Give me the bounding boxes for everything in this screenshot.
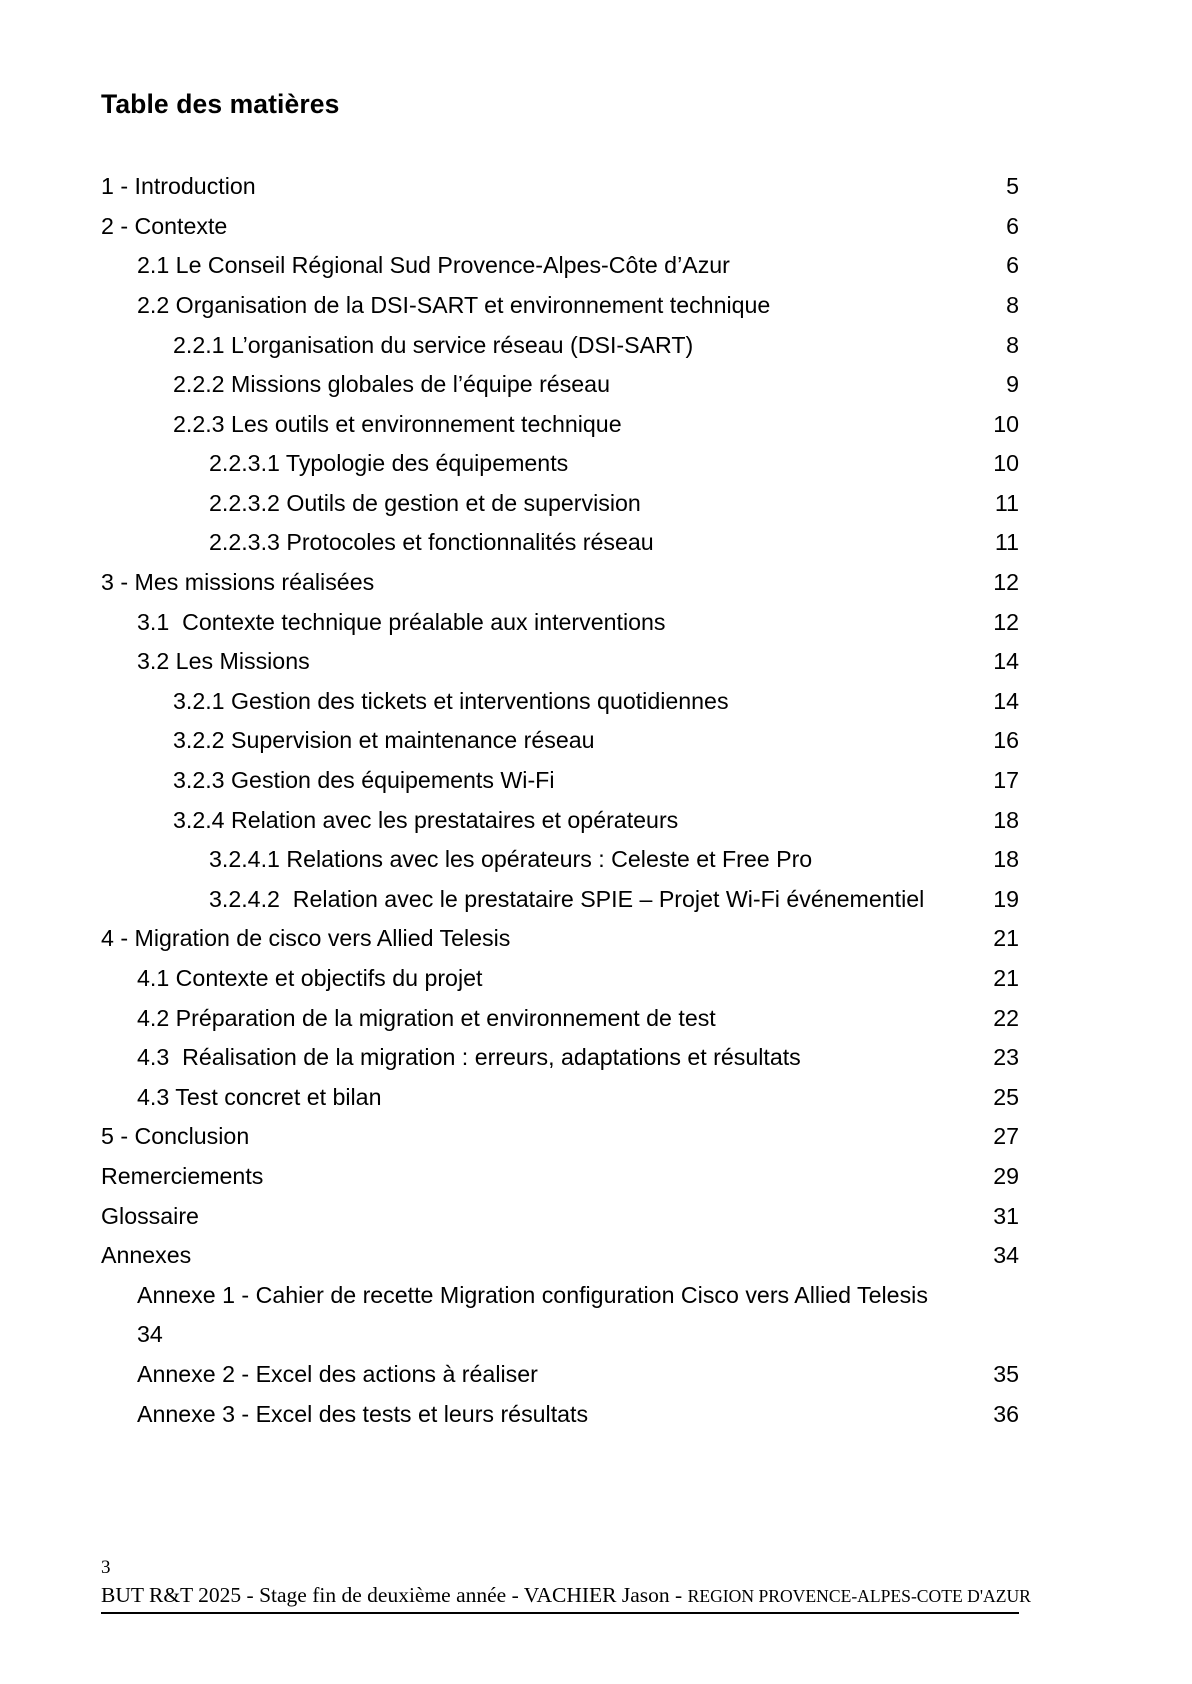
toc-entry-page-number: 6 [1006,212,1019,239]
toc-entry[interactable] [101,682,1019,722]
toc-entry-page-number: 14 [993,687,1019,714]
toc-entry[interactable] [101,405,1019,445]
toc-entry[interactable] [101,721,1019,761]
toc-entry[interactable] [101,523,1019,563]
toc-entry-page-number: 18 [993,806,1019,833]
toc-entry-page-number: 29 [993,1162,1019,1189]
toc-entry-page-number: 17 [993,767,1019,794]
toc-entry-label: 2.1 Le Conseil Régional Sud Provence-Alpes-Côte d’Azur [137,252,730,279]
toc-entry-label: 3.2.1 Gestion des tickets et interventions quotidiennes [173,687,729,714]
toc-entry[interactable] [101,1157,1019,1197]
toc-entry[interactable] [101,1078,1019,1118]
toc-entry-label: Annexe 1 - Cahier de recette Migration configuration Cisco vers Allied Telesis [137,1281,928,1308]
toc-entry-label: 2.2 Organisation de la DSI-SART et environnement technique [137,291,771,318]
toc-entry-label: 3.2.4 Relation avec les prestataires et opérateurs [173,806,679,833]
toc-entry[interactable] [101,1355,1019,1395]
toc-entry-label: Annexe 2 - Excel des actions à réaliser [137,1360,538,1387]
toc-entry-page-number: 11 [994,489,1019,516]
toc-entry-page-number: 8 [1006,331,1019,358]
toc-entry-page-number: 19 [993,885,1019,912]
toc-entry-page-number: 36 [993,1400,1019,1427]
toc-entry-label: Annexe 3 - Excel des tests et leurs résultats [137,1400,589,1427]
toc-entry[interactable] [101,365,1019,405]
toc-entry-label: 2.2.3.1 Typologie des équipements [209,450,569,477]
toc-entry[interactable] [101,1117,1019,1157]
page-title: Table des matières [101,89,340,119]
toc-entry-page-number: 16 [993,727,1019,754]
toc-entry[interactable] [101,840,1019,880]
toc-entry[interactable] [101,959,1019,999]
toc-entry-page-number: 25 [993,1083,1019,1110]
toc-entry-page-number: 21 [993,925,1019,952]
toc-entry-label: 3.2.4.1 Relations avec les opérateurs : Celeste et Free Pro [209,846,813,873]
toc-entry-page-number: 12 [993,569,1019,596]
toc-entry-label: 3.2.3 Gestion des équipements Wi-Fi [173,767,555,794]
toc-entry-label: 2.2.2 Missions globales de l’équipe réseau [173,371,610,398]
toc-entry-page-number: 27 [993,1123,1019,1150]
toc-entry-label: Glossaire [101,1202,199,1229]
toc-entry-label: 4 - Migration de cisco vers Allied Telesis [101,925,511,952]
toc-entry-page-number: 10 [993,410,1019,437]
footer-main-text: BUT R&T 2025 - Stage fin de deuxième année - VACHIER Jason - [101,1583,688,1607]
toc-entry-page-number: 22 [993,1004,1019,1031]
toc-entry[interactable] [101,286,1019,326]
toc-entry-page-number: 34 [137,1321,163,1348]
toc-entry-page-number: 23 [993,1044,1019,1071]
toc-entry[interactable] [101,1395,1019,1435]
toc-entry-page-number: 5 [1006,173,1019,200]
toc-entry[interactable] [101,642,1019,682]
toc-entry-label: 2 - Contexte [101,212,228,239]
toc-entry-page-number: 18 [993,846,1019,873]
toc-entry[interactable] [101,1197,1019,1237]
toc-entry-page-number: 10 [993,450,1019,477]
toc-entry[interactable] [101,326,1019,366]
toc-entry-page-number: 11 [994,529,1019,556]
toc-entry-label: Annexes [101,1242,192,1269]
toc-entry-label: 3.2.2 Supervision et maintenance réseau [173,727,595,754]
toc-entry[interactable] [101,167,1019,207]
toc-entry-label: 3 - Mes missions réalisées [101,569,375,596]
toc-entry-label: 4.3 Réalisation de la migration : erreurs, adaptations et résultats [137,1044,801,1071]
toc-entry[interactable] [101,603,1019,643]
toc-entry-page-number: 8 [1006,291,1019,318]
toc-entry-label: 2.2.1 L’organisation du service réseau (DSI-SART) [173,331,694,358]
toc-entry[interactable] [101,919,1019,959]
footer-page-number: 3 [101,1557,111,1578]
toc-entry-page-number: 21 [993,965,1019,991]
page-content [101,88,1019,1434]
footer-organization: REGION PROVENCE-ALPES-COTE D'AZUR [687,1586,1031,1606]
toc-entry-page-number: 34 [993,1242,1019,1269]
toc-entry-label: 2.2.3.3 Protocoles et fonctionnalités réseau [209,529,654,556]
toc-entry-label: 5 - Conclusion [101,1123,250,1150]
toc-entry-page-number: 14 [993,648,1019,675]
toc-entry[interactable] [101,1038,1019,1078]
toc-entry[interactable] [101,880,1019,920]
toc-entry-label: 4.1 Contexte et objectifs du projet [137,965,483,991]
toc-entry[interactable] [101,999,1019,1039]
toc-entry-page-number: 35 [993,1360,1019,1387]
page-footer [101,1556,1031,1614]
table-of-contents [101,167,1019,1434]
toc-entry-label: Remerciements [101,1162,264,1189]
toc-entry-label: 4.2 Préparation de la migration et environnement de test [137,1004,716,1031]
toc-entry-page-number: 31 [993,1202,1019,1229]
toc-entry[interactable] [101,484,1019,524]
toc-entry[interactable] [101,1236,1019,1276]
footer-text [101,1580,1031,1614]
toc-entry-label: 2.2.3 Les outils et environnement technique [173,410,622,437]
toc-entry[interactable] [101,207,1019,247]
toc-entry-page-number: 6 [1006,252,1019,279]
toc-entry-label: 4.3 Test concret et bilan [137,1083,382,1110]
toc-entry[interactable] [101,801,1019,841]
toc-entry[interactable] [101,444,1019,484]
toc-entry[interactable] [101,761,1019,801]
toc-entry[interactable] [101,1276,1019,1355]
toc-entry-label: 3.2 Les Missions [137,648,310,675]
toc-entry-label: 3.1 Contexte technique préalable aux interventions [137,608,666,635]
toc-entry[interactable] [101,563,1019,603]
toc-entry-label: 3.2.4.2 Relation avec le prestataire SPIE – Projet Wi-Fi événementiel [209,885,925,912]
toc-entry-label: 1 - Introduction [101,173,256,200]
toc-entry-label: 2.2.3.2 Outils de gestion et de supervision [209,489,641,516]
toc-entry-page-number: 9 [1006,371,1019,398]
toc-entry[interactable] [101,246,1019,286]
toc-entry-page-number: 12 [993,608,1019,635]
